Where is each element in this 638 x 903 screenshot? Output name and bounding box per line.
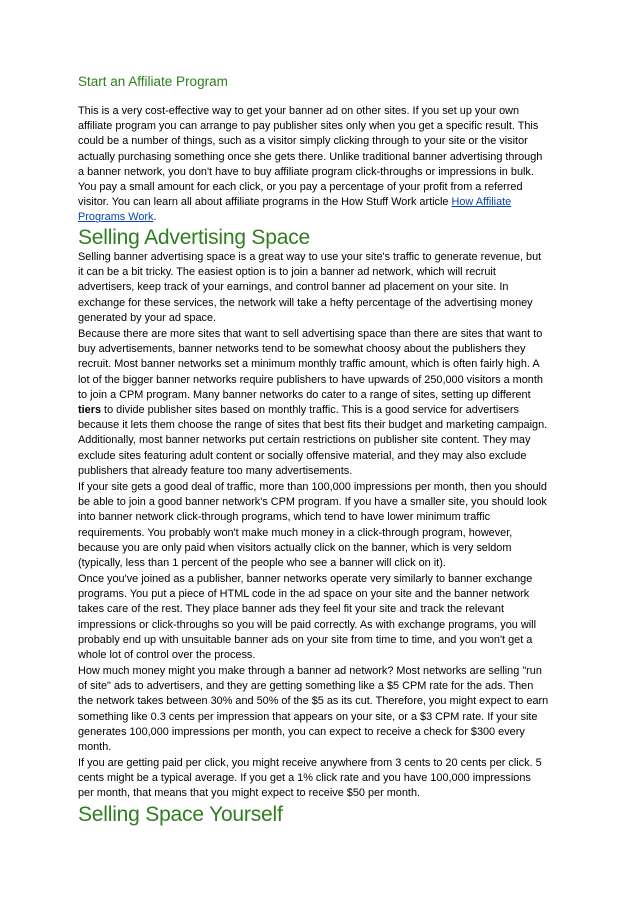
text-line: because you are only paid when visitors actually click on the banner, which is very seldom xyxy=(78,541,512,554)
text-line: cents might be a typical average. If you get a 1% click rate and you have 100,000 impressions xyxy=(78,772,531,785)
text-line: If your site gets a good deal of traffic, more than 100,000 impressions per month, then you should xyxy=(78,481,547,493)
text-line-with-link xyxy=(78,195,560,210)
text-line: month. xyxy=(78,741,112,754)
text-line-with-bold xyxy=(78,403,560,418)
text-line: of site" ads to advertisers, and they are getting something like a $5 CPM rate for the ads. Then xyxy=(78,680,534,693)
text-line: programs. You put a piece of HTML code in the ad space on your site and the banner network xyxy=(78,588,530,601)
how-affiliate-programs-work-link[interactable]: How Affiliate xyxy=(451,196,512,209)
text-line: You pay a small amount for each click, or you pay a percentage of your profit from a referred xyxy=(78,181,523,194)
text-line: buy advertisements, banner networks tend to be somewhat choosy about the publishers they xyxy=(78,343,526,356)
text-segment: to divide publisher sites based on monthly traffic. This is a good service for advertisers xyxy=(101,404,519,417)
text-line: advertisers, keep track of your earnings, and control banner ad placement on your site. In xyxy=(78,281,509,294)
paragraph-selling-5 xyxy=(78,664,560,755)
text-line: it can be a bit tricky. The easiest option is to join a banner ad network, which will recruit xyxy=(78,266,496,279)
paragraph-affiliate xyxy=(78,104,560,226)
paragraph-selling-4 xyxy=(78,572,560,663)
text-line: recruit. Most banner networks set a minimum monthly traffic amount, which is often fairly high. A xyxy=(78,358,540,371)
text-line: actually purchasing something once she gets there. Unlike traditional banner advertising through xyxy=(78,150,543,163)
text-line: If you are getting paid per click, you might receive anywhere from 3 cents to 20 cents per click. 5 xyxy=(78,757,542,769)
text-line: impressions or click-throughs so you will be paid correctly. As with exchange programs, you will xyxy=(78,618,536,631)
text-line: exclude sites featuring adult content or socially offensive material, and they may also exclude xyxy=(78,449,527,462)
heading-start-affiliate-program: Start an Affiliate Program xyxy=(78,74,228,89)
text-line: requirements. You probably won't make much money in a click-through program, however, xyxy=(78,526,513,539)
paragraph-selling-1 xyxy=(78,250,560,326)
text-line: a banner network, you don't have to buy affiliate program click-throughs or impressions in bulk. xyxy=(78,165,534,178)
bold-tiers: tiers xyxy=(78,404,102,417)
period: . xyxy=(153,211,157,224)
text-line: into banner network click-through programs, which tend to have lower minimum traffic xyxy=(78,511,491,524)
text-line: the network takes between 30% and 50% of the $5 as its cut. Therefore, you might expect to earn xyxy=(78,695,549,708)
text-line: Once you've joined as a publisher, banner networks operate very similarly to banner exchange xyxy=(78,573,533,585)
text-line: be able to join a good banner network's CPM program. If you have a smaller site, you should look xyxy=(78,496,547,509)
text-segment: visitor. You can learn all about affiliate programs in the How Stuff Work article xyxy=(78,196,452,209)
text-line: whole lot of control over the process. xyxy=(78,649,256,662)
text-line-with-link xyxy=(78,210,560,225)
text-line: affiliate program you can arrange to pay publisher sites only when you get a specific result. This xyxy=(78,120,539,133)
text-line: This is a very cost-effective way to get your banner ad on other sites. If you set up your own xyxy=(78,105,520,117)
how-affiliate-programs-work-link-cont[interactable]: Programs Work xyxy=(78,211,154,224)
text-line: takes care of the rest. They place banner ads they feel fit your site and track the relevant xyxy=(78,603,504,616)
text-line: to join a CPM program. Many banner networks do cater to a range of sites, setting up different xyxy=(78,388,531,401)
text-line: publishers that already feature too many advertisements. xyxy=(78,464,353,477)
paragraph-selling-6 xyxy=(78,756,560,802)
paragraph-selling-3 xyxy=(78,480,560,571)
text-line: Selling banner advertising space is a great way to use your site's traffic to generate revenue, but xyxy=(78,251,542,263)
text-line: generated by your ad space. xyxy=(78,311,217,324)
text-line: per month, that means that you might expect to receive $50 per month. xyxy=(78,787,421,800)
text-line: (typically, less than 1 percent of the people who see a banner will click on it). xyxy=(78,557,446,570)
text-line: exchange for these services, the network will take a hefty percentage of the advertising money xyxy=(78,296,533,309)
heading-selling-advertising-space: Selling Advertising Space xyxy=(78,226,310,249)
text-line: because it lets them choose the range of sites that best fits their budget and marketing campaign. xyxy=(78,419,548,432)
heading-selling-space-yourself: Selling Space Yourself xyxy=(78,803,283,826)
text-line: lot of the bigger banner networks require publishers to have upwards of 250,000 visitors a month xyxy=(78,373,543,386)
text-line: Additionally, most banner networks put certain restrictions on publisher site content. They may xyxy=(78,434,531,447)
text-line: probably end up with unsuitable banner ads on your site from time to time, and you won't get a xyxy=(78,633,533,646)
paragraph-selling-2 xyxy=(78,327,560,479)
text-line: something like 0.3 cents per impression that appears on your site, or a $3 CPM rate. If your site xyxy=(78,710,538,723)
text-line: Because there are more sites that want to sell advertising space than there are sites that want to xyxy=(78,328,543,340)
text-line: could be a number of things, such as a visitor simply clicking through to your site or the visitor xyxy=(78,135,528,148)
text-line: How much money might you make through a banner ad network? Most networks are selling "run xyxy=(78,665,542,677)
text-line: generates 100,000 impressions per month, you can expect to receive a check for $300 every xyxy=(78,725,525,738)
